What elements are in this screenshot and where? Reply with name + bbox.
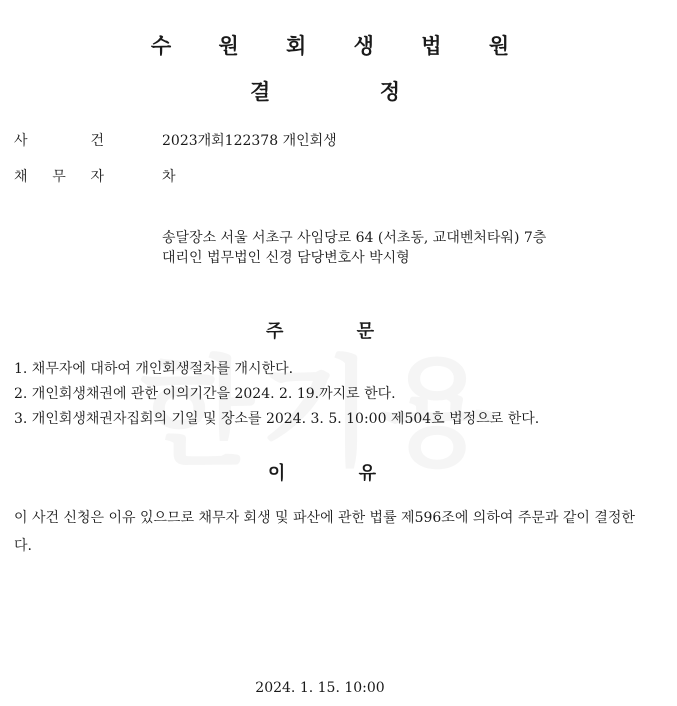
service-address: 송달장소 서울 서초구 사임당로 64 (서초동, 교대벤처타워) 7층 [162,230,547,246]
order-item: 3. 개인회생채권자집회의 기일 및 장소를 2024. 3. 5. 10:00 제504호 법정으로 한다. [14,411,540,427]
reason-text: 이 사건 신청은 이유 있으므로 채무자 회생 및 파산에 관한 법률 제596조에 의하여 주문과 같이 결정한다. [14,510,635,554]
label-char: 사 [14,133,28,149]
case-number: 2023개회122378 개인회생 [162,133,337,149]
label-char: 채 [14,169,28,185]
label-char: 무 [52,169,66,185]
decision-date: 2024. 1. 15. 10:00 [255,680,385,696]
heading-char: 이 [268,463,286,484]
doc-type-char: 정 [379,80,400,104]
order-item: 1. 채무자에 대하여 개인회생절차를 개시한다. [14,361,294,377]
order-heading [266,317,374,343]
order-list [14,360,539,435]
order-item: 2. 개인회생채권에 관한 이의기간을 2024. 2. 19.까지로 한다. [14,386,396,402]
label-char: 자 [90,169,104,185]
doc-type-char: 결 [250,80,271,104]
heading-char: 유 [358,463,376,484]
reason-heading [268,459,376,485]
label-char: 건 [90,133,104,149]
debtor-label [14,166,104,186]
document-type-heading [250,76,400,106]
case-label [14,130,104,150]
debtor-name: 차 [162,169,176,185]
legal-agent: 대리인 법무법인 신경 담당변호사 박시형 [162,250,410,266]
heading-char: 문 [356,321,374,342]
heading-char: 주 [266,321,284,342]
court-name: 수 원 회 생 법 원 [150,34,530,58]
